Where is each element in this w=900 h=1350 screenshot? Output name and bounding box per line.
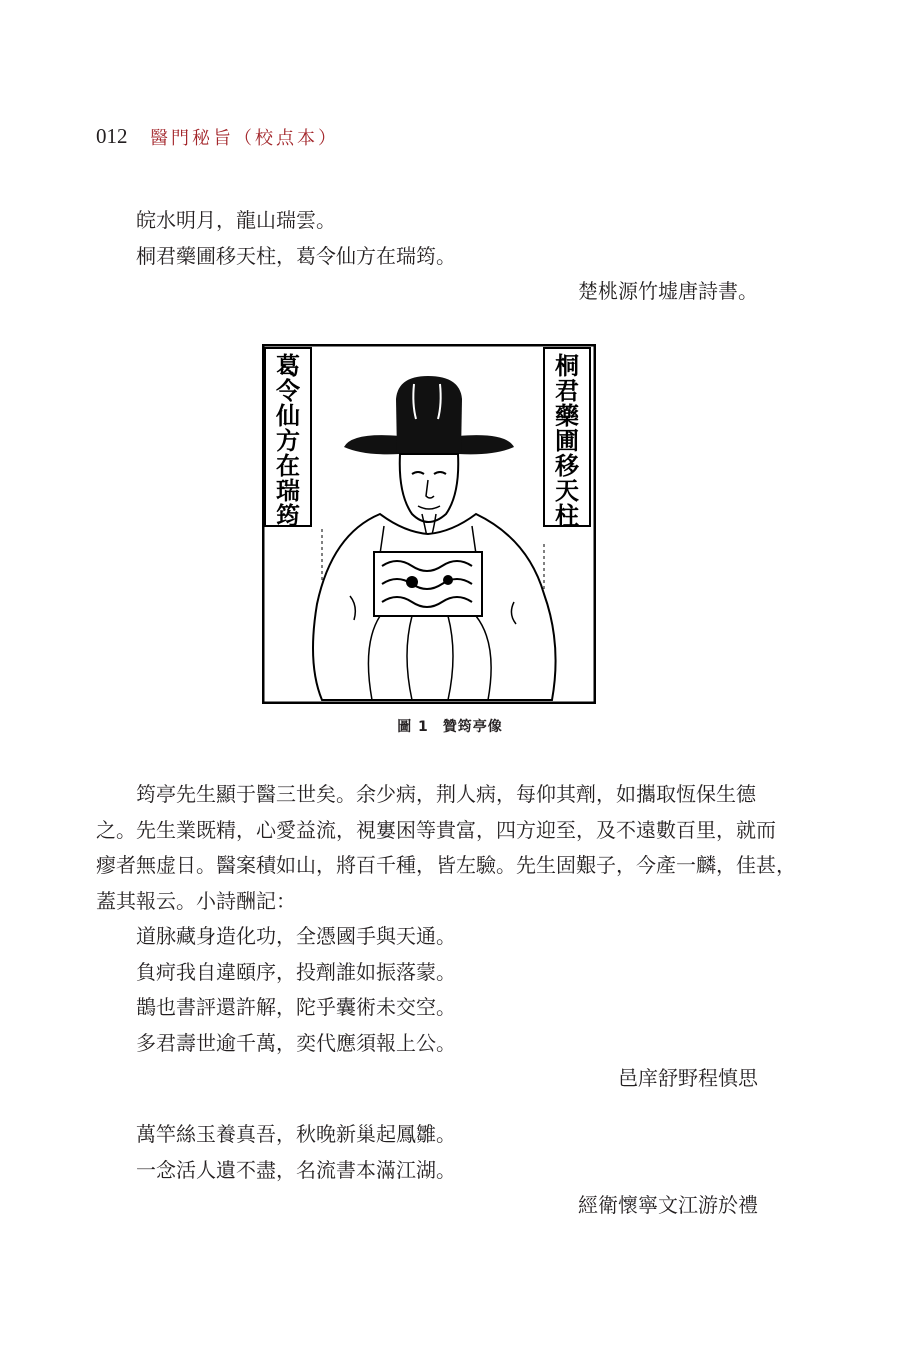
page-number: 012: [96, 124, 128, 148]
prose-line: 之。先生業既精，心愛益流，視寠困等貴富，四方迎至，及不遠數百里，就而: [96, 817, 776, 842]
poem-signature: 楚桃源竹墟唐詩書。: [578, 279, 758, 303]
portrait-illustration: [262, 344, 596, 704]
poem-1: [96, 203, 758, 310]
figure-caption: [0, 716, 900, 736]
caption-text: 贊筠亭像: [442, 719, 503, 735]
poem-3: [96, 1117, 758, 1224]
portrait-figure: [262, 344, 596, 704]
prose-line: 蓋其報云。小詩酬記：: [96, 888, 296, 913]
poem-2: [96, 919, 758, 1097]
poem-line: 一念活人遺不盡，名流書本滿江湖。: [136, 1157, 456, 1182]
face: [400, 454, 459, 522]
poem-signature: 經衛懷寧文江游於禮: [578, 1193, 758, 1217]
hat-crown: [396, 376, 462, 454]
running-title: 醫門秘旨（校点本）: [150, 128, 339, 149]
poem-line: 皖水明月，龍山瑞雲。: [136, 208, 336, 232]
poem-line: 鵲也書評還許解，陀乎囊術未交空。: [136, 995, 456, 1019]
left-inscription: 葛令仙方在瑞筠: [276, 351, 300, 530]
poem-line: 桐君藥圃移天柱，葛令仙方在瑞筠。: [136, 243, 456, 268]
poem-line: 多君壽世逾千萬，奕代應須報上公。: [136, 1030, 456, 1055]
prose-line: 瘳者無虚日。醫案積如山，將百千種，皆左驗。先生固艱子，今產一麟，佳甚，: [96, 853, 796, 877]
poem-line: 道脉藏身造化功，全憑國手與天通。: [136, 924, 456, 948]
prose-line: 筠亭先生顯于醫三世矣。余少病，荆人病，每仰其劑，如攜取恆保生德: [136, 782, 756, 806]
prose-paragraph: [96, 777, 796, 919]
poem-line: 萬竿絲玉養真吾，秋晚新巢起鳳雛。: [136, 1122, 456, 1146]
caption-label: 圖 1: [397, 719, 429, 735]
right-inscription: 桐君藥圃移天柱: [555, 351, 579, 530]
poem-line: 負疴我自違頤序，投劑誰如振落蒙。: [136, 959, 456, 984]
poem-signature: 邑庠舒野程慎思: [618, 1066, 758, 1090]
